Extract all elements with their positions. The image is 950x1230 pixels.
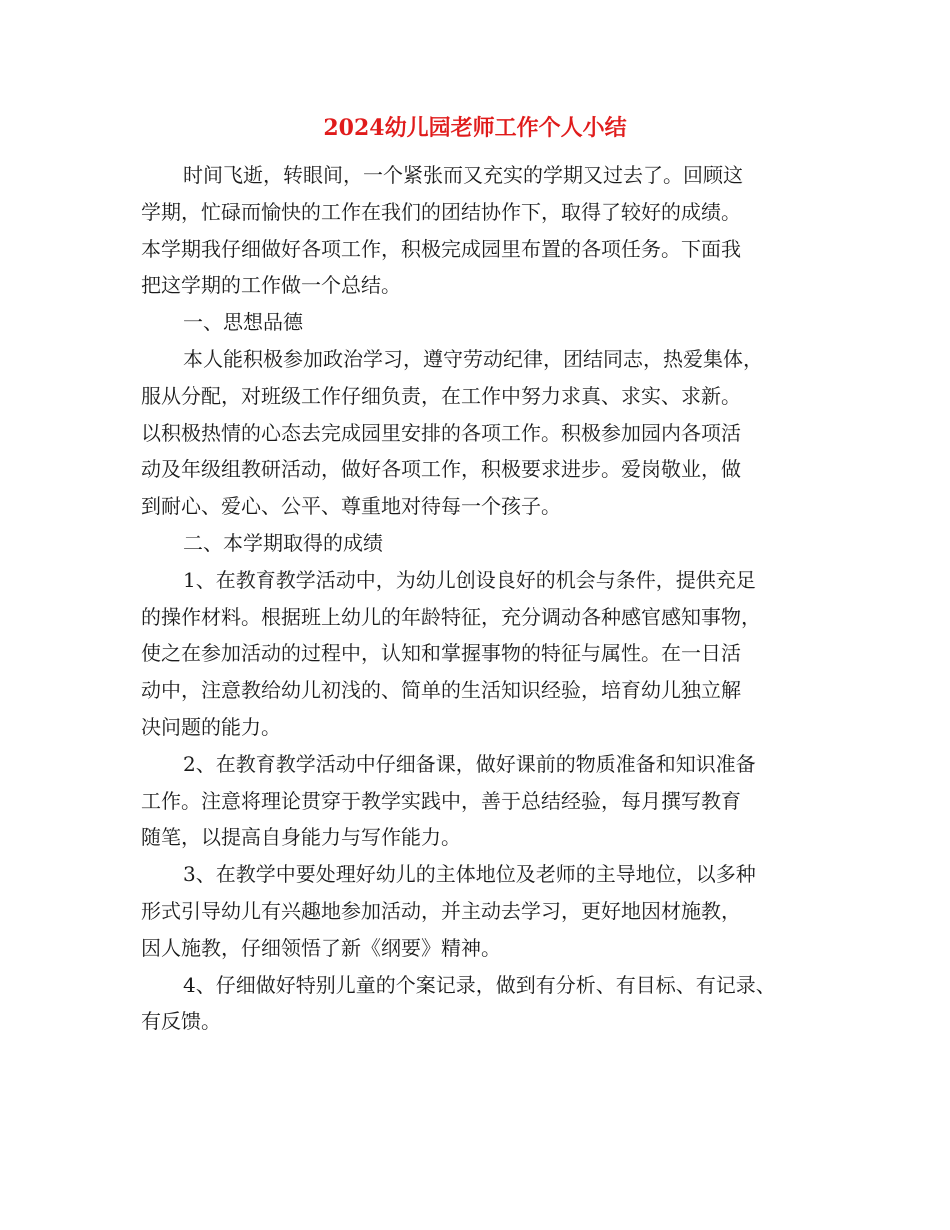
text-line: 时间飞逝，转眼间，一个紧张而又充实的学期又过去了。回顾这 [183,163,743,187]
paragraph-item-3 [141,856,831,966]
section-heading: 一、思想品德 [183,310,303,335]
paragraph-item-2 [141,746,831,856]
text-line: 的操作材料。根据班上幼儿的年龄特征，充分调动各种感官感知事物， [141,604,761,629]
paragraph-ideology [141,341,831,525]
text-line: 1、在教育教学活动中，为幼儿创设良好的机会与条件，提供充足 [183,567,756,592]
text-line: 学期，忙碌而愉快的工作在我们的团结协作下，取得了较好的成绩。 [141,199,741,224]
paragraph-intro [141,157,831,304]
document-body [141,157,831,1040]
text-line: 动及年级组教研活动，做好各项工作，积极要求进步。爱岗敬业，做 [141,457,741,482]
text-line: 随笔，以提高自身能力与写作能力。 [141,825,461,850]
section-heading-ideology [141,304,831,341]
text-line: 4、仔细做好特别儿童的个案记录，做到有分析、有目标、有记录、 [183,972,776,997]
text-line: 决问题的能力。 [141,714,281,739]
text-line: 使之在参加活动的过程中，认知和掌握事物的特征与属性。在一日活 [141,641,741,666]
text-line: 工作。注意将理论贯穿于教学实践中，善于总结经验，每月撰写教育 [141,788,741,813]
document-title: 2024幼儿园老师工作个人小结 [323,115,627,141]
text-line: 动中，注意教给幼儿初浅的、简单的生活知识经验，培育幼儿独立解 [141,678,741,703]
text-line: 有反馈。 [141,1009,221,1034]
text-line: 形式引导幼儿有兴趣地参加活动，并主动去学习，更好地因材施教， [141,898,741,923]
text-line: 2、在教育教学活动中仔细备课，做好课前的物质准备和知识准备 [183,751,756,776]
text-line: 到耐心、爱心、公平、尊重地对待每一个孩子。 [141,494,561,519]
paragraph-item-1 [141,562,831,746]
text-line: 服从分配，对班级工作仔细负责，在工作中努力求真、求实、求新。 [141,383,741,408]
paragraph-item-4 [141,967,831,1041]
text-line: 以积极热情的心态去完成园里安排的各项工作。积极参加园内各项活 [141,420,741,445]
text-line: 3、在教学中要处理好幼儿的主体地位及老师的主导地位，以多种 [183,862,756,887]
text-line: 本人能积极参加政治学习，遵守劳动纪律，团结同志，热爱集体， [183,346,763,371]
section-heading-achievements [141,525,831,562]
section-heading: 二、本学期取得的成绩 [183,530,383,555]
text-line: 因人施教，仔细领悟了新《纲要》精神。 [141,935,501,960]
text-line: 把这学期的工作做一个总结。 [141,273,401,298]
text-line: 本学期我仔细做好各项工作，积极完成园里布置的各项任务。下面我 [141,236,741,261]
